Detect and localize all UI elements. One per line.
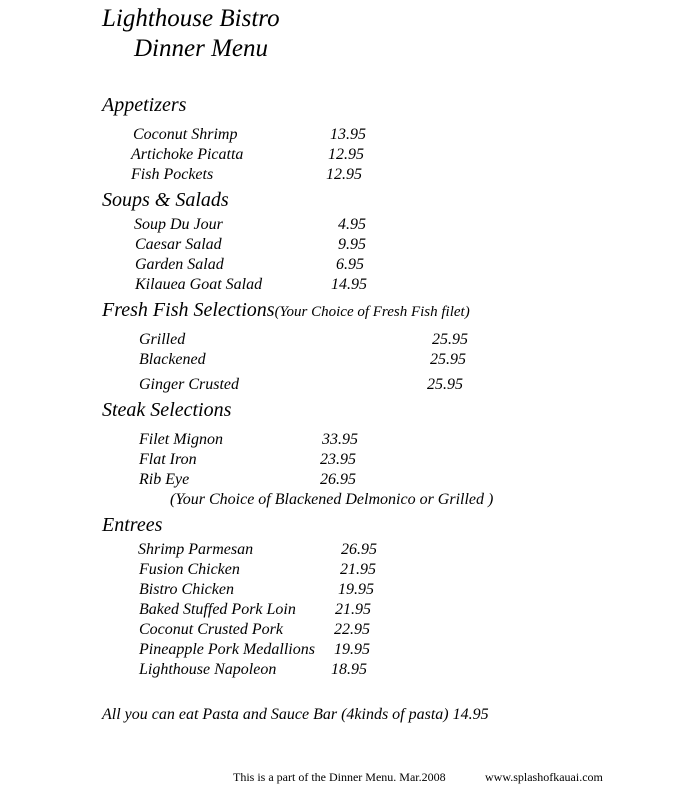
menu-item-name: Ginger Crusted [139, 376, 239, 393]
restaurant-name: Lighthouse Bistro [102, 5, 280, 32]
menu-item-name: Grilled [139, 331, 186, 348]
menu-item-name: Filet Mignon [139, 431, 223, 448]
menu-item-price: 19.95 [334, 641, 370, 658]
menu-item-name: Baked Stuffed Pork Loin [139, 601, 296, 618]
menu-item-name: Blackened [139, 351, 206, 368]
section-heading-entrees: Entrees [102, 514, 163, 536]
menu-item-name: Caesar Salad [135, 236, 222, 253]
menu-subtitle: Dinner Menu [134, 35, 268, 62]
section-heading-text: Fresh Fish Selections [102, 299, 275, 321]
section-heading-fresh-fish [102, 300, 470, 320]
section-heading-appetizers: Appetizers [102, 94, 187, 116]
menu-item-name: Coconut Shrimp [133, 126, 238, 143]
menu-item-price: 18.95 [331, 661, 367, 678]
menu-item-price: 14.95 [331, 276, 367, 293]
menu-item-price: 21.95 [340, 561, 376, 578]
menu-item-price: 13.95 [330, 126, 366, 143]
menu-item-price: 9.95 [338, 236, 366, 253]
section-heading-soups-salads: Soups & Salads [102, 189, 229, 211]
menu-item-name: Shrimp Parmesan [138, 541, 254, 558]
menu-item-name: Bistro Chicken [139, 581, 234, 598]
menu-item-price: 19.95 [338, 581, 374, 598]
steak-note: (Your Choice of Blackened Delmonico or Grilled ) [170, 491, 494, 508]
menu-item-price: 21.95 [335, 601, 371, 618]
section-heading-note: (Your Choice of Fresh Fish filet) [274, 304, 470, 320]
menu-item-name: Pineapple Pork Medallions [139, 641, 315, 658]
menu-item-price: 25.95 [432, 331, 468, 348]
footer-note: This is a part of the Dinner Menu. Mar.2008 [233, 770, 446, 784]
menu-item-price: 4.95 [338, 216, 366, 233]
menu-item-price: 12.95 [328, 146, 364, 163]
menu-item-price: 26.95 [320, 471, 356, 488]
pasta-bar-line: All you can eat Pasta and Sauce Bar (4kinds of pasta) 14.95 [102, 706, 489, 723]
menu-item-name: Flat Iron [139, 451, 197, 468]
menu-item-price: 25.95 [430, 351, 466, 368]
footer-website: www.splashofkauai.com [485, 770, 603, 784]
menu-item-price: 22.95 [334, 621, 370, 638]
menu-item-name: Coconut Crusted Pork [139, 621, 283, 638]
menu-item-price: 23.95 [320, 451, 356, 468]
menu-item-name: Garden Salad [135, 256, 224, 273]
menu-item-name: Fusion Chicken [139, 561, 240, 578]
menu-item-name: Artichoke Picatta [131, 146, 244, 163]
menu-item-price: 25.95 [427, 376, 463, 393]
menu-item-name: Rib Eye [139, 471, 190, 488]
menu-item-price: 33.95 [322, 431, 358, 448]
menu-item-name: Lighthouse Napoleon [139, 661, 277, 678]
menu-item-price: 6.95 [336, 256, 364, 273]
menu-item-price: 26.95 [341, 541, 377, 558]
menu-item-name: Kilauea Goat Salad [135, 276, 263, 293]
section-heading-steak: Steak Selections [102, 399, 232, 421]
menu-item-name: Soup Du Jour [134, 216, 223, 233]
menu-item-price: 12.95 [326, 166, 362, 183]
menu-item-name: Fish Pockets [131, 166, 214, 183]
